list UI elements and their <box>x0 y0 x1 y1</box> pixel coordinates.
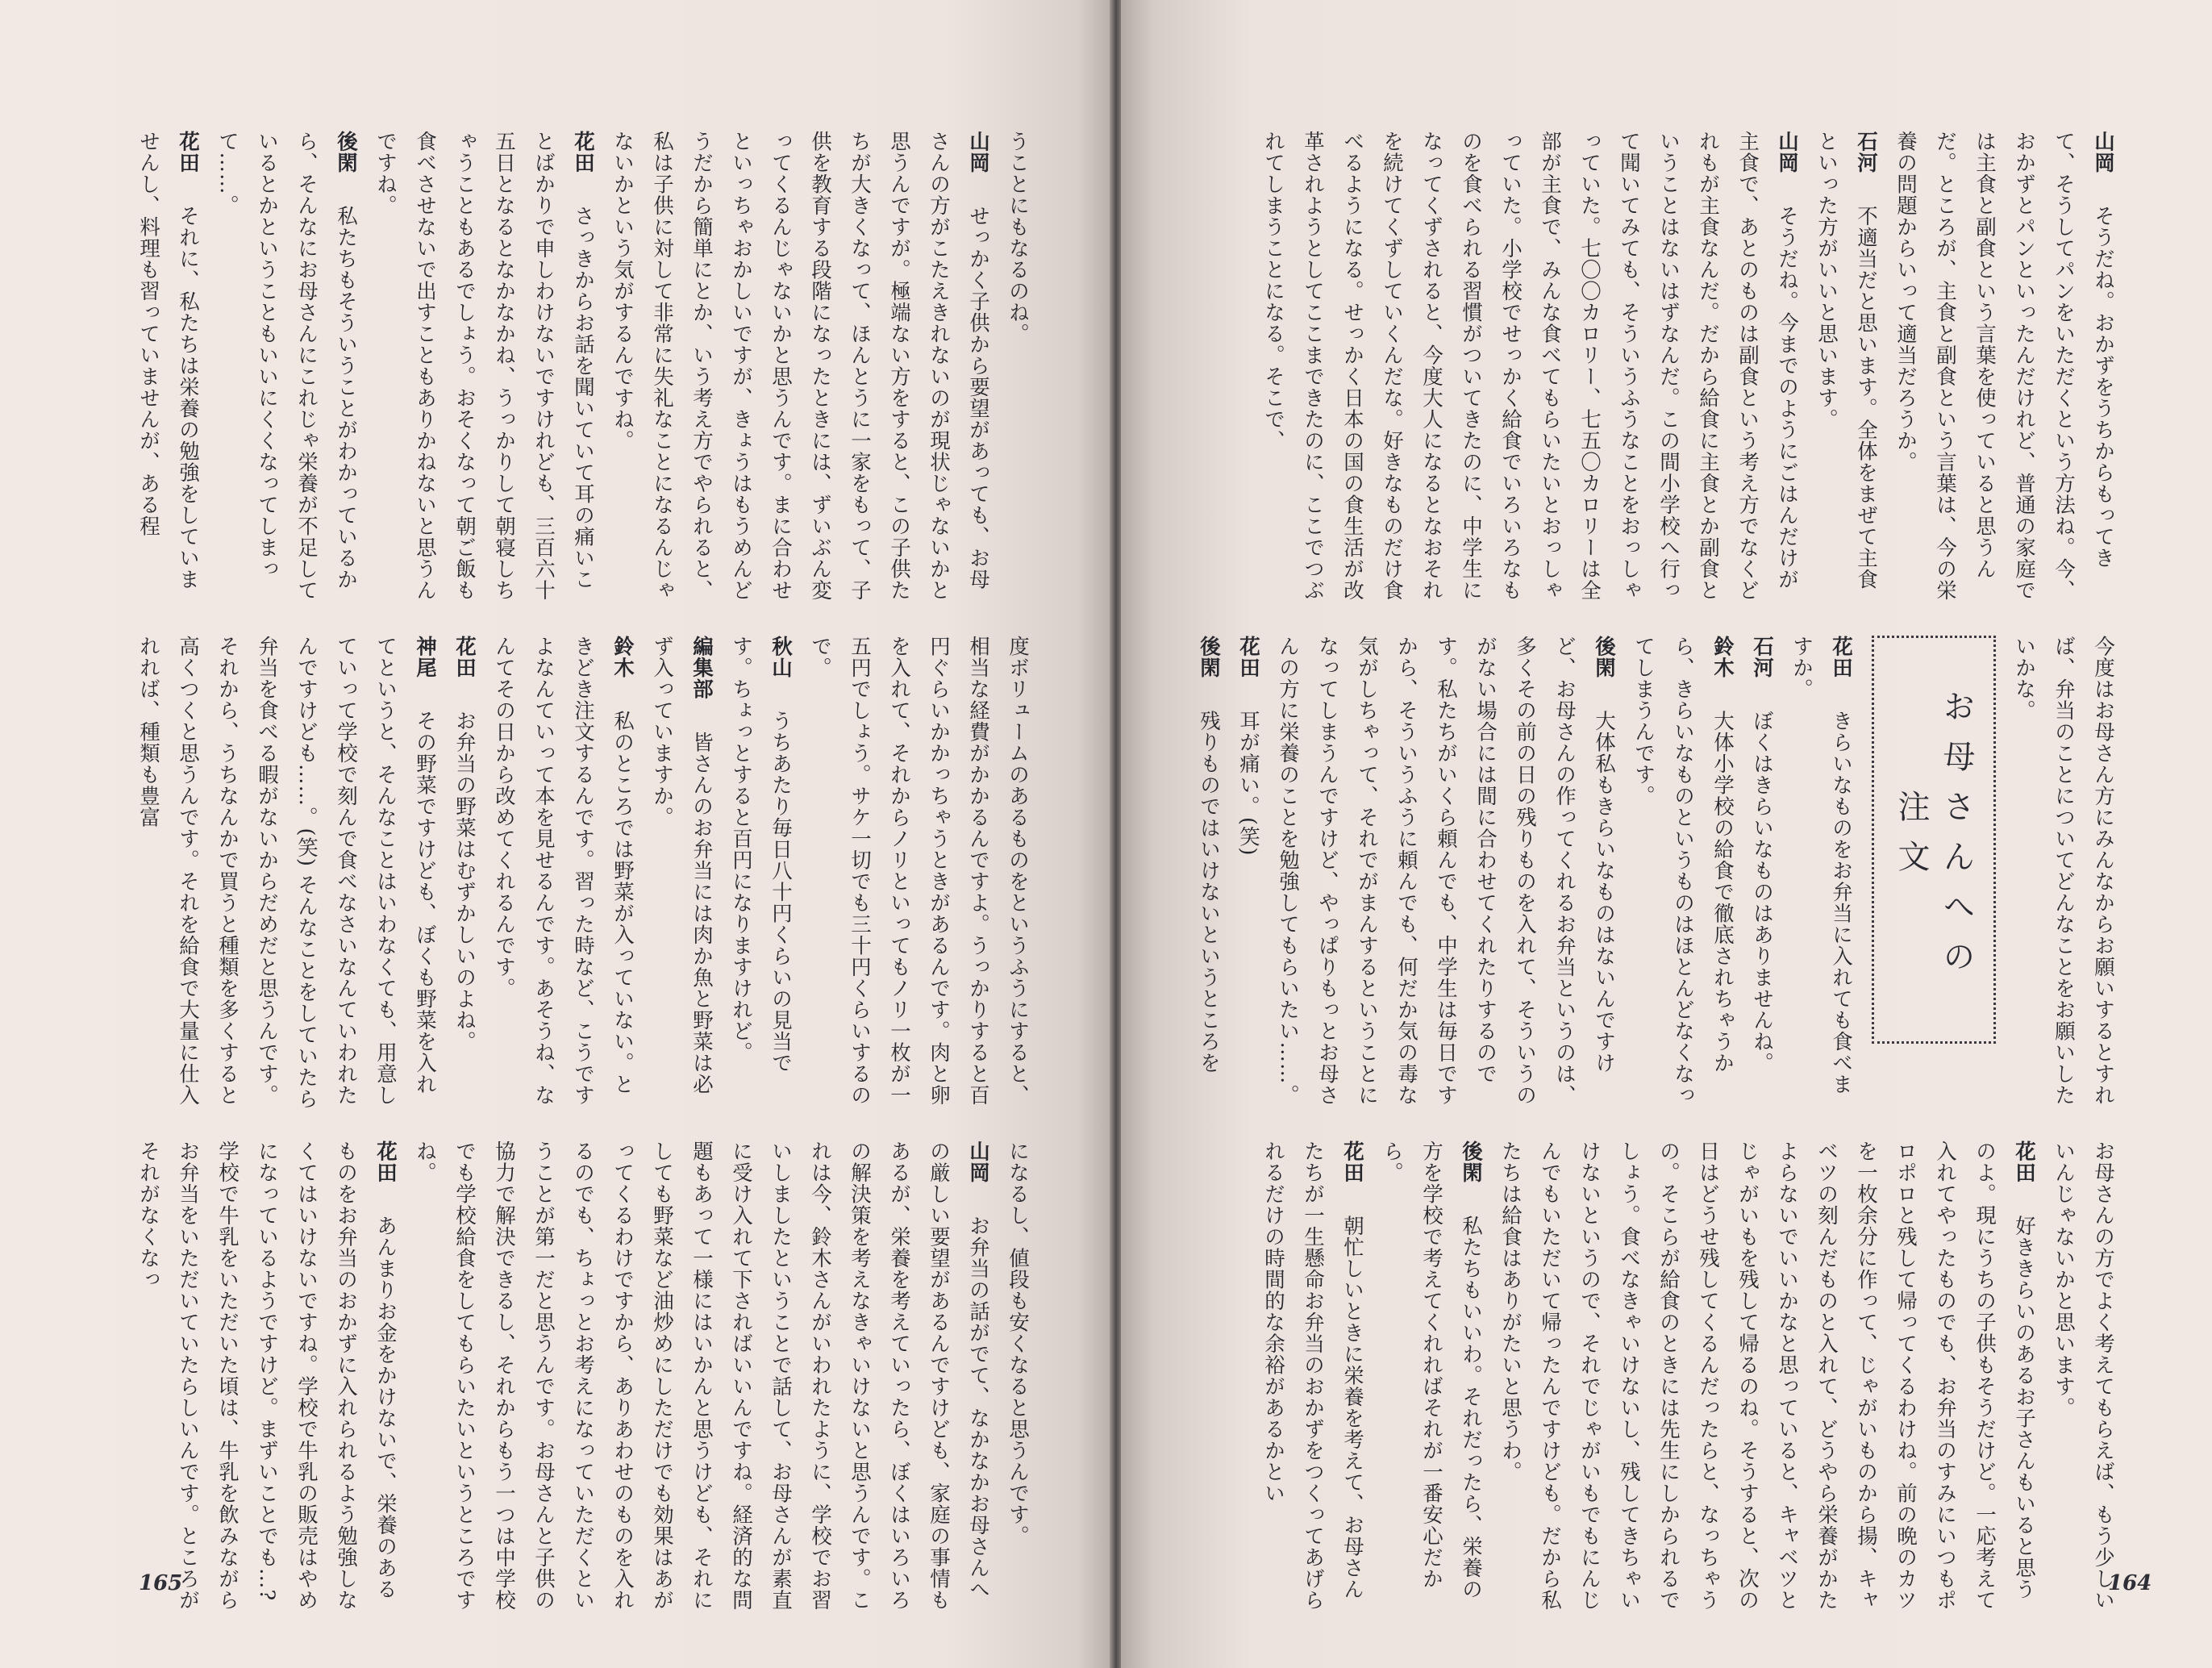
speaker-name: 後閑 <box>334 131 358 173</box>
utterance-text: お弁当の野菜はむずかしいのよね。 <box>452 710 477 1053</box>
utterance <box>1742 636 1781 1111</box>
speaker-name: 鈴木 <box>1710 636 1735 678</box>
utterance-text: 耳が痛い。(笑) <box>1236 710 1260 857</box>
utterance <box>1253 131 1806 607</box>
utterance <box>444 636 484 1111</box>
utterance-text: それに、私たちは栄養の勉強をしていませんし、料理も習っていませんが、ある程 <box>136 131 200 590</box>
utterance <box>128 1140 405 1616</box>
utterance <box>1623 636 1742 1111</box>
utterance-text: 私のところでは野菜が入っていない。ときどき注文するんです。習った時など、こうですよなんていって本を見せるんです。あそうね、なんてその日から改めてくれるんです。 <box>492 636 635 1106</box>
utterance-text: きらいなものをお弁当に入れても食べますか。 <box>1789 636 1853 1095</box>
utterance <box>1885 131 2122 607</box>
utterance-text: 好ききらいのあるお子さんもいると思うのよ。現にうちの子供もそうだけど。一応考えて入れてやったものでも、お弁当のすみにいつもポロポロと残して帰ってくるわけね。前の晩のカツを一枚余分に作って、じゃがいものから揚、キャベツの刻んだものと入れて、どうやら栄養がかたよらないでいいかなと思っていると、キャベツとじゃがいもを残して帰るのね。そうすると、次の日はどうせ残してくるんだったらと、なっちゃうの。そこらが給食のときには先生にしかられるでしょう。食べなきゃいけないし、残してきちゃいけないというので、それでじゃがいもでもにんじんでもいただいて帰ったんですけども。だから私たちは給食はありがたいと思うわ。 <box>1498 1140 2036 1611</box>
speaker-name: 編集部 <box>689 636 714 700</box>
utterance <box>1806 131 1885 607</box>
paragraph: 度ボリュームのあるものをというふうにすると、相当な経費がかかるんですよ。うっかりすると百円ぐらいかかっちゃうときがあるんです。肉と卵を入れて、それからノリといってもノリ一枚が一五円でしょう。サケ一切でも三十円くらいするので。 <box>808 636 1030 1106</box>
utterance-text: そうだね。今までのようにごはんだけが主食で、あとのものは副食という考え方でなくどれもが主食なんだ。だから給食に主食とか副食ということはないはずなんだ。この間小学校へ行って聞いてみても、そういうふうなことをおっしゃっていた。七〇〇カロリー、七五〇カロリーは全部が主食で、みんな食べてもらいたいとおっしゃっていた。小学校でせっかく給食でいろいろなものを食べられる習慣がついてきたのに、中学生になってくずされると、今度大人になるとなおそれを続けてくずしていくんだな。好きなものだけ食べるようになる。せっかく日本の国の食生活が改革されようとしてここまできたのに、ここでつぶれてしまうことになる。そこで、 <box>1261 131 1799 601</box>
paragraph: になるし、値段も安くなると思うんです。 <box>1006 1140 1030 1547</box>
utterance <box>365 131 602 607</box>
utterance-text: 私たちもいいわ。それだったら、栄養の方を学校で考えてくれればそれが一番安心だから。 <box>1380 1140 1483 1600</box>
speaker-name: 花田 <box>176 131 200 173</box>
speaker-name: 山岡 <box>1775 131 1799 173</box>
utterance <box>721 636 800 1111</box>
utterance <box>1253 1140 1372 1616</box>
utterance-text: お弁当の話がでて、なかなかお母さんへの厳しい要望があるんですけども、家庭の事情もあるが、栄養を考えていったら、ぼくはいろいろの解決策を考えなきゃいけないと思うんです。これは今、鈴木さんがいわれたように、学校でお習いしましたということで話して、お母さんが素直に受け入れて下さればいいんですね。経済的な問題もあって一様にはいかんと思うけども、それにしても野菜など油炒めにしただけでも効果はあがってくるわけですから、ありあわせのものを入れるのでも、ちょっとお考えになっていただくということが第一だと思うんです。お母さんと子供の協力で解決できるし、それからもう一つは中学校でも学校給食をしてもらいたいというところですね。 <box>413 1140 990 1611</box>
speaker-name: 花田 <box>1236 636 1260 678</box>
left-tier-3 <box>95 1140 1037 1616</box>
right-tier-3 <box>1197 1140 2122 1616</box>
left-tier-1 <box>95 131 1037 607</box>
utterance <box>1197 636 1228 1111</box>
utterance-text: 私たちもそういうことがわかっているから、そんなにお母さんにこれじゃ栄養が不足しているとかということもいいにくくなってしまって……。 <box>215 131 358 601</box>
left-tier-2 <box>95 636 1037 1111</box>
speaker-name: 鈴木 <box>610 636 635 678</box>
right-tier-1 <box>1197 131 2122 607</box>
utterance <box>642 636 721 1111</box>
utterance <box>484 636 642 1111</box>
speaker-name: 花田 <box>1829 636 1853 678</box>
speaker-name: 花田 <box>571 131 595 173</box>
utterance <box>1372 1140 1490 1616</box>
utterance-text: あんまりお金をかけないで、栄養のあるものをお弁当のおかずに入れられるよう勉強しなくてはいけないですね。学校で牛乳の販売はやめになっているようですけど。まずいことでも…? 学校で牛乳をいただいた頃は、牛乳を飲みながらお弁当をいただいていたらしいんです。ところがそれがなくなっ <box>136 1140 398 1611</box>
utterance-text: 朝忙しいときに栄養を考えて、お母さんたちが一生懸命お弁当のおかずをつくってあげられるだけの時間的な余裕があるかとい <box>1261 1140 1364 1611</box>
utterance-text: 不適当だと思います。全体をまぜて主食といった方がいいと思います。 <box>1814 131 1878 590</box>
speaker-name: 山岡 <box>966 1140 990 1183</box>
utterance-text: さっきからお話を聞いていて耳の痛いことばかりで申しわけないですけれども、三百六十五日となるとなかなかね、うっかりして朝寝しちゃうこともあるでしょう。おそくなって朝ご飯も食べさせないで出すこともありかねないと思うんですね。 <box>373 131 595 601</box>
speaker-name: 後閑 <box>1459 1140 1483 1183</box>
utterance <box>128 636 444 1111</box>
page-number: 165 <box>139 1571 183 1595</box>
utterance <box>128 131 207 607</box>
utterance <box>1490 1140 2043 1616</box>
speaker-name: 山岡 <box>2091 131 2115 173</box>
utterance-text: 残りものではいけないというところを <box>1197 710 1221 1074</box>
utterance <box>1781 636 1860 1111</box>
paragraph: うことにもなるのね。 <box>1006 131 1030 344</box>
paragraph: 今度はお母さん方にみんなからお願いするとすれば、弁当のことについてどんなことをお願いしたいかな。 <box>2012 636 2115 1106</box>
utterance-text: その野菜ですけども、ぼくも野菜を入れてというと、そんなことはいわなくても、用意していって学校で刻んで食べなさいなんていわれたんですけども……。(笑) そんなことをしていたら弁当を食べる暇がないからだめだと思うんです。それから、うちなんかで買うと種類を多くすると高くつくと思うんです。それを給食で大量に仕入れれば、種類も豊富 <box>136 636 437 1110</box>
paragraph: お母さんの方でよく考えてもらえば、もう少しいいんじゃないかと思います。 <box>2052 1140 2115 1611</box>
speaker-name: 秋山 <box>769 636 793 678</box>
utterance <box>602 131 998 607</box>
utterance-text: せっかく子供から要望があっても、お母さんの方がこたえきれないのが現状じゃないかと思うんですが。極端ない方をすると、この子供たちが大きくなって、ほんとうに一家をもって、子供を教育する段階になったときには、ずいぶん変ってくるんじゃないかと思うんです。まに合わせといっちゃおかしいですが、きょうはもうめんどうだから簡単にとか、いう考え方でやられると、私は子供に対して非常に失礼なことになるんじゃないかという気がするんですね。 <box>610 131 990 601</box>
speaker-name: 神尾 <box>413 636 437 678</box>
utterance <box>207 131 365 607</box>
utterance-text: そうだね。おかずをうちからもってきて、そうしてパンをいただくという方法ね。今、おかずとパンといったんだけれど、普通の家庭では主食と副食という言葉を使っていると思うんだ。ところが、主食と副食という言葉は、今の栄養の問題からいって適当だろうか。 <box>1893 131 2115 601</box>
utterance-text: ぼくはきらいなものはありませんね。 <box>1750 710 1774 1074</box>
page-number: 164 <box>2108 1571 2152 1595</box>
utterance <box>1228 636 1268 1111</box>
page-164 <box>1121 0 2212 1668</box>
speaker-name: 石河 <box>1854 131 1878 173</box>
speaker-name: 花田 <box>373 1140 398 1183</box>
speaker-name: 石河 <box>1750 636 1774 678</box>
speaker-name: 花田 <box>1340 1140 1364 1183</box>
right-tier-2 <box>1197 636 2122 1111</box>
speaker-name: 後閑 <box>1197 636 1221 678</box>
speaker-name: 花田 <box>452 636 477 678</box>
utterance-text: 皆さんのお弁当には肉か魚と野菜は必ず入っていますか。 <box>650 636 714 1095</box>
speaker-name: 後閑 <box>1592 636 1616 678</box>
utterance <box>405 1140 998 1616</box>
utterance-text: うちあたり毎日八十円くらいの見当です。ちょっとすると百円になりますけれど。 <box>729 636 793 1074</box>
section-heading: お母さんへの注文 <box>1872 636 1996 1044</box>
speaker-name: 花田 <box>2012 1140 2036 1183</box>
speaker-name: 山岡 <box>966 131 990 173</box>
utterance <box>1268 636 1623 1111</box>
utterance-text: 大体私もきらいなものはないんですけど、お母さんの作ってくれるお弁当というのは、多くその前の日の残りものを入れて、そういうのがない場合には間に合わせてくれたりするのです。私たちがいくら頼んでも、中学生は毎日ですから、そういうふうに頼んでも、何だか気の毒な気がしちゃって、それでがまんするということになってしまうんですけど、やっぱりもっとお母さんの方に栄養のことを勉強してもらいたい……。 <box>1276 636 1616 1106</box>
utterance-text: 大体小学校の給食で徹底されちゃうから、きらいなものというものはほとんどなくなってしまうんです。 <box>1631 636 1735 1106</box>
